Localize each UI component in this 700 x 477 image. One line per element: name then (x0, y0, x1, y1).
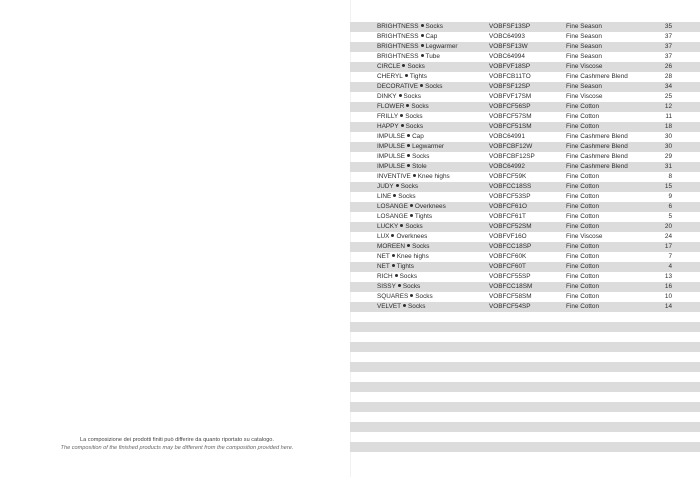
bullet-icon (400, 114, 403, 117)
disclaimer-english: The composition of the finished products may be different from the composition provided here. (60, 445, 294, 451)
table-row (350, 102, 700, 112)
product-code: VOBFVF18SP (489, 63, 531, 70)
product-line: LUX (377, 233, 390, 240)
yarn-type: Fine Viscose (566, 93, 603, 100)
page-number: 14 (664, 303, 672, 310)
product-line: LOSANGE (377, 203, 408, 210)
empty-table-row (350, 422, 700, 432)
empty-table-row (350, 452, 700, 462)
bullet-icon (413, 174, 416, 177)
bullet-icon (407, 134, 410, 137)
product-name (377, 72, 427, 82)
product-type: Socks (405, 223, 423, 230)
product-type: Tights (414, 213, 433, 220)
composition-disclaimer (52, 436, 302, 452)
product-type: Socks (411, 103, 429, 110)
bullet-icon (420, 84, 423, 87)
product-code: VOBFCF59K (489, 173, 527, 180)
yarn-type: Fine Cashmere Blend (566, 163, 628, 170)
product-name (377, 252, 429, 262)
table-row (350, 172, 700, 182)
product-code: VOBC64992 (489, 163, 525, 170)
product-name (377, 292, 433, 302)
product-line: SQUARES (377, 293, 409, 300)
product-type: Legwarmer (425, 43, 458, 50)
product-line: RICH (377, 273, 393, 280)
empty-table-row (350, 362, 700, 372)
product-type: Socks (408, 303, 426, 310)
yarn-type: Fine Cotton (566, 293, 600, 300)
product-name (377, 82, 442, 92)
bullet-icon (407, 154, 410, 157)
product-line: IMPULSE (377, 163, 406, 170)
product-type: Socks (425, 83, 443, 90)
page-number: 5 (668, 213, 672, 220)
product-type: Knee highs (417, 173, 450, 180)
page-number: 25 (664, 93, 672, 100)
bullet-icon (410, 214, 413, 217)
table-row (350, 112, 700, 122)
product-line: MOREEN (377, 243, 406, 250)
empty-table-row (350, 322, 700, 332)
table-row (350, 222, 700, 232)
product-line: IMPULSE (377, 153, 406, 160)
yarn-type: Fine Cotton (566, 213, 600, 220)
product-name (377, 262, 414, 272)
yarn-type: Fine Cotton (566, 173, 600, 180)
table-row (350, 242, 700, 252)
product-line: NET (377, 253, 390, 260)
product-type: Socks (405, 113, 423, 120)
table-row (350, 192, 700, 202)
page-number: 37 (664, 53, 672, 60)
product-line: CIRCLE (377, 63, 401, 70)
product-name (377, 102, 429, 112)
product-code: VOBFCC18SS (489, 183, 532, 190)
bullet-icon (392, 264, 395, 267)
page-number: 9 (668, 193, 672, 200)
bullet-icon (399, 94, 402, 97)
yarn-type: Fine Cotton (566, 303, 600, 310)
page-number: 15 (664, 183, 672, 190)
product-line: JUDY (377, 183, 394, 190)
product-name (377, 242, 429, 252)
yarn-type: Fine Cotton (566, 243, 600, 250)
bullet-icon (410, 294, 413, 297)
product-name (377, 222, 423, 232)
page-number: 13 (664, 273, 672, 280)
page-number: 34 (664, 83, 672, 90)
product-type: Socks (400, 183, 419, 190)
bullet-icon (410, 204, 413, 207)
page-number: 26 (664, 63, 672, 70)
product-name (377, 202, 446, 212)
table-row (350, 122, 700, 132)
product-line: LUCKY (377, 223, 399, 230)
product-type: Cap (412, 133, 424, 140)
product-name (377, 122, 423, 132)
product-name (377, 282, 420, 292)
bullet-icon (398, 284, 401, 287)
table-row (350, 92, 700, 102)
table-row (350, 132, 700, 142)
bullet-icon (402, 64, 405, 67)
yarn-type: Fine Viscose (566, 233, 603, 240)
table-row (350, 232, 700, 242)
bullet-icon (395, 274, 398, 277)
product-code: VOBFCF57SM (489, 113, 532, 120)
empty-table-row (350, 342, 700, 352)
yarn-type: Fine Cotton (566, 103, 600, 110)
yarn-type: Fine Cotton (566, 113, 600, 120)
page-number: 16 (664, 283, 672, 290)
yarn-type: Fine Cotton (566, 183, 600, 190)
table-row (350, 212, 700, 222)
table-row (350, 42, 700, 52)
bullet-icon (421, 54, 424, 57)
yarn-type: Fine Season (566, 23, 602, 30)
table-row (350, 282, 700, 292)
empty-table-row (350, 312, 700, 322)
bullet-icon (391, 234, 394, 237)
product-type: Knee highs (396, 253, 429, 260)
page-number: 17 (664, 243, 672, 250)
empty-table-row (350, 402, 700, 412)
product-type: Tube (425, 53, 440, 60)
table-row (350, 202, 700, 212)
table-row (350, 152, 700, 162)
product-code: VOBFCF60T (489, 263, 526, 270)
page-number: 12 (664, 103, 672, 110)
product-line: IMPULSE (377, 133, 406, 140)
table-row (350, 62, 700, 72)
bullet-icon (400, 224, 403, 227)
table-row (350, 262, 700, 272)
product-type: Tights (409, 73, 427, 80)
product-line: INVENTIVE (377, 173, 411, 180)
yarn-type: Fine Cotton (566, 123, 600, 130)
table-row (350, 272, 700, 282)
yarn-type: Fine Viscose (566, 63, 603, 70)
product-code: VOBFSF13SP (489, 23, 531, 30)
page-number: 31 (664, 163, 672, 170)
product-name (377, 22, 443, 32)
product-line: NET (377, 263, 390, 270)
product-name (377, 32, 437, 42)
product-type: Socks (415, 293, 433, 300)
product-line: BRIGHTNESS (377, 43, 419, 50)
product-code: VOBFCF58SM (489, 293, 532, 300)
table-row (350, 162, 700, 172)
product-line: BRIGHTNESS (377, 53, 419, 60)
product-code: VOBFSF13W (489, 43, 528, 50)
product-type: Socks (405, 123, 424, 130)
product-type: Legwarmer (412, 143, 445, 150)
product-code: VOBFCF61O (489, 203, 527, 210)
page-number: 24 (664, 233, 672, 240)
table-row (350, 302, 700, 312)
product-code: VOBFCBF12W (489, 143, 533, 150)
page-number: 8 (668, 173, 672, 180)
product-type: Overknees (414, 203, 446, 210)
product-code: VOBC64994 (489, 53, 525, 60)
product-line: CHERYL (377, 73, 403, 80)
product-code: VOBC64991 (489, 133, 525, 140)
page-number: 10 (664, 293, 672, 300)
product-name (377, 162, 427, 172)
page-number: 35 (664, 23, 672, 30)
bullet-icon (403, 304, 406, 307)
empty-table-row (350, 412, 700, 422)
product-line: VELVET (377, 303, 402, 310)
empty-table-row (350, 432, 700, 442)
yarn-type: Fine Cotton (566, 283, 600, 290)
table-row (350, 22, 700, 32)
yarn-type: Fine Cashmere Blend (566, 73, 628, 80)
product-name (377, 112, 423, 122)
bullet-icon (393, 194, 396, 197)
page-number: 29 (664, 153, 672, 160)
empty-table-row (350, 392, 700, 402)
bullet-icon (407, 164, 410, 167)
empty-table-row (350, 352, 700, 362)
yarn-type: Fine Season (566, 33, 602, 40)
page-number: 11 (665, 113, 672, 120)
product-name (377, 42, 458, 52)
page-number: 6 (668, 203, 672, 210)
product-type: Socks (425, 23, 443, 30)
product-name (377, 212, 432, 222)
product-type: Socks (412, 153, 430, 160)
product-type: Overknees (396, 233, 428, 240)
product-index-table (350, 22, 700, 462)
product-code: VOBFCF53SP (489, 193, 531, 200)
product-code: VOBC64993 (489, 33, 525, 40)
product-name (377, 152, 429, 162)
product-line: FRILLY (377, 113, 399, 120)
product-type: Socks (398, 193, 416, 200)
bullet-icon (421, 34, 424, 37)
product-code: VOBFVF16O (489, 233, 527, 240)
page-number: 28 (664, 73, 672, 80)
product-code: VOBFVF17SM (489, 93, 532, 100)
product-line: LOSANGE (377, 213, 408, 220)
product-line: BRIGHTNESS (377, 23, 419, 30)
page-number: 7 (668, 253, 672, 260)
product-code: VOBFSF12SP (489, 83, 531, 90)
product-line: LINE (377, 193, 392, 200)
bullet-icon (401, 124, 404, 127)
product-code: VOBFCF52SM (489, 223, 532, 230)
page-number: 37 (664, 43, 672, 50)
empty-table-row (350, 382, 700, 392)
bullet-icon (405, 74, 408, 77)
bullet-icon (421, 24, 424, 27)
table-row (350, 292, 700, 302)
product-code: VOBFCF55SP (489, 273, 531, 280)
page-number: 30 (664, 143, 672, 150)
product-line: DECORATIVE (377, 83, 419, 90)
table-row (350, 52, 700, 62)
product-code: VOBFCF51SM (489, 123, 532, 130)
product-type: Tights (396, 263, 414, 270)
page-number: 30 (664, 133, 672, 140)
table-row (350, 72, 700, 82)
yarn-type: Fine Season (566, 43, 602, 50)
bullet-icon (421, 44, 424, 47)
product-type: Stole (412, 163, 427, 170)
product-type: Cap (425, 33, 438, 40)
product-code: VOBFCBF12SP (489, 153, 535, 160)
product-line: IMPULSE (377, 143, 406, 150)
table-row (350, 182, 700, 192)
bullet-icon (392, 254, 395, 257)
product-line: SISSY (377, 283, 396, 290)
yarn-type: Fine Cashmere Blend (566, 133, 628, 140)
page-number: 37 (664, 33, 672, 40)
bullet-icon (396, 184, 399, 187)
product-line: DINKY (377, 93, 397, 100)
yarn-type: Fine Cashmere Blend (566, 153, 628, 160)
product-code: VOBFCC18SM (489, 283, 533, 290)
page-number: 4 (668, 263, 672, 270)
bullet-icon (407, 244, 410, 247)
product-type: Socks (407, 63, 425, 70)
product-code: VOBFCF60K (489, 253, 527, 260)
product-code: VOBFCF61T (489, 213, 526, 220)
yarn-type: Fine Cashmere Blend (566, 143, 628, 150)
empty-table-row (350, 372, 700, 382)
table-row (350, 252, 700, 262)
product-name (377, 132, 424, 142)
product-line: HAPPY (377, 123, 399, 130)
product-code: VOBFCF54SP (489, 303, 531, 310)
product-name (377, 192, 416, 202)
yarn-type: Fine Cotton (566, 253, 600, 260)
product-code: VOBFCF56SP (489, 103, 531, 110)
product-name (377, 272, 417, 282)
product-type: Socks (412, 243, 430, 250)
table-row (350, 82, 700, 92)
empty-table-row (350, 442, 700, 452)
product-code: VOBFCB11TO (489, 73, 531, 80)
yarn-type: Fine Cotton (566, 263, 600, 270)
yarn-type: Fine Season (566, 53, 602, 60)
product-name (377, 142, 444, 152)
product-line: BRIGHTNESS (377, 33, 419, 40)
page-number: 20 (664, 223, 672, 230)
product-name (377, 182, 418, 192)
bullet-icon (406, 104, 409, 107)
product-name (377, 92, 421, 102)
product-name (377, 172, 450, 182)
yarn-type: Fine Cotton (566, 193, 600, 200)
page-number: 18 (664, 123, 672, 130)
product-name (377, 302, 425, 312)
disclaimer-italian: La composizione dei prodotti finiti può differire da quanto riportato su catalogo. (80, 437, 274, 443)
product-type: Socks (402, 283, 421, 290)
product-code: VOBFCC18SP (489, 243, 532, 250)
empty-table-row (350, 332, 700, 342)
product-name (377, 62, 425, 72)
product-type: Socks (399, 273, 418, 280)
table-row (350, 32, 700, 42)
product-line: FLOWER (377, 103, 405, 110)
bullet-icon (407, 144, 410, 147)
yarn-type: Fine Cotton (566, 273, 600, 280)
product-name (377, 232, 427, 242)
yarn-type: Fine Season (566, 83, 602, 90)
product-type: Socks (403, 93, 421, 100)
product-name (377, 52, 440, 62)
table-row (350, 142, 700, 152)
yarn-type: Fine Cotton (566, 223, 600, 230)
yarn-type: Fine Cotton (566, 203, 600, 210)
